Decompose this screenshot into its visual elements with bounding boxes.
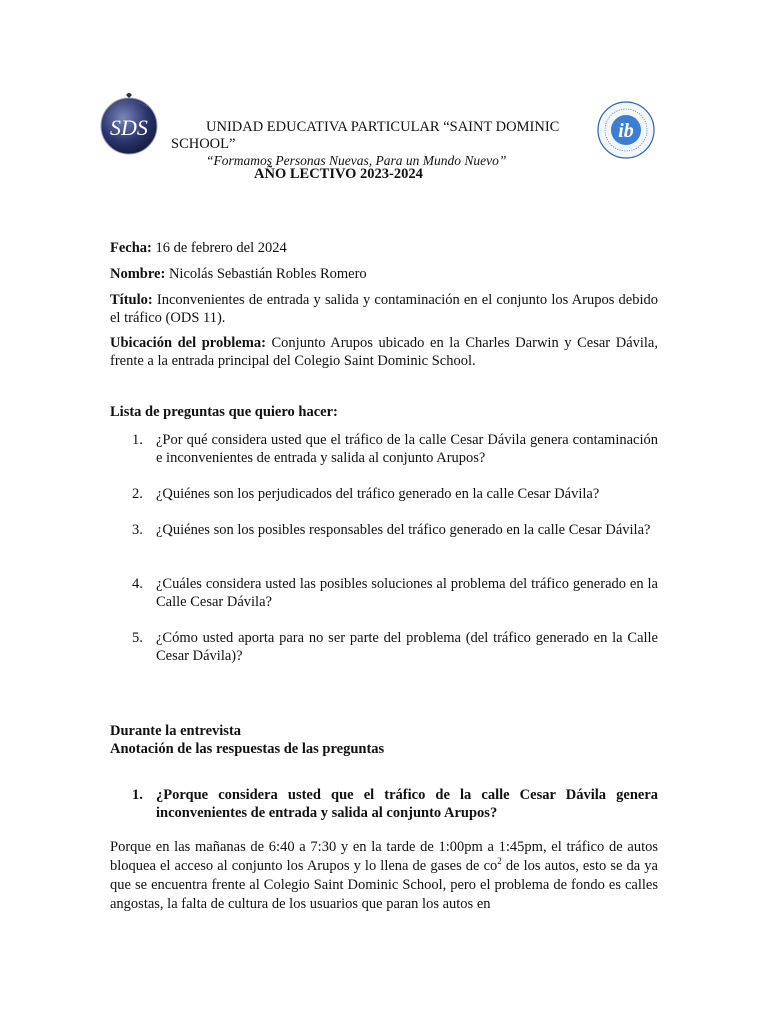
location-field (110, 334, 658, 370)
name-field (110, 265, 658, 283)
list-item-number: 4. (132, 576, 143, 592)
list-item-number: 5. (132, 630, 143, 646)
list-item-text: ¿Quiénes son los perjudicados del tráfico generado en la calle Cesar Dávila? (156, 486, 600, 502)
answers-heading: Anotación de las respuestas de las preguntas (110, 741, 385, 757)
school-motto: “Formamos Personas Nuevas, Para un Mundo Nuevo” (206, 153, 507, 168)
ib-logo-text: ib (618, 120, 634, 142)
answer-text-part1: Porque en las mañanas de 6:40 a 7:30 y en la tarde de 1:00pm a 1:45pm, el tráfico de autos bloquea el acceso al conjunto los Arupos y lo llena de gases de co (110, 839, 658, 874)
list-item (110, 485, 658, 503)
school-logo (98, 93, 160, 155)
ib-logo (594, 100, 658, 160)
list-item-text: ¿Cómo usted aporta para no ser parte del problema (del tráfico generado en la Calle Cesar Dávila)? (156, 630, 658, 664)
date-value: 16 de febrero del 2024 (151, 240, 287, 256)
answer-text-part2: de los autos, esto se da ya que se encuentra frente al Colegio Saint Dominic School, pero el problema de fondo es calles angostas, la falta de cultura de los usuarios que paran los autos en (110, 858, 658, 912)
answer-paragraph (110, 838, 658, 914)
school-year: AÑO LECTIVO 2023-2024 (254, 166, 423, 182)
location-label: Ubicación del problema: (110, 335, 266, 351)
title-field (110, 291, 658, 327)
location-value: Conjunto Arupos ubicado en la Charles Darwin y Cesar Dávila, frente a la entrada principal del Colegio Saint Dominic School. (110, 335, 658, 369)
interview-question-number: 1. (132, 787, 143, 803)
name-value: Nicolás Sebastián Robles Romero (165, 266, 367, 282)
list-item-number: 1. (132, 432, 143, 448)
list-item-text: ¿Cuáles considera usted las posibles soluciones al problema del tráfico generado en la Calle Cesar Dávila? (156, 576, 658, 610)
title-label: Título: (110, 292, 153, 308)
name-label: Nombre: (110, 266, 166, 282)
school-name-line1: UNIDAD EDUCATIVA PARTICULAR “SAINT DOMINIC (206, 119, 560, 135)
list-item-number: 2. (132, 486, 143, 502)
list-item (110, 431, 658, 467)
date-label: Fecha: (110, 240, 152, 256)
questions-heading: Lista de preguntas que quiero hacer: (110, 404, 338, 420)
list-item-text: ¿Por qué considera usted que el tráfico de la calle Cesar Dávila genera contaminación e inconvenientes de entrada y salida al conjunto Arupos? (156, 432, 658, 466)
list-item-number: 3. (132, 522, 143, 538)
list-item (110, 575, 658, 611)
title-value: Inconvenientes de entrada y salida y contaminación en el conjunto los Arupos debido el tráfico (ODS 11). (110, 292, 658, 326)
list-item (110, 521, 658, 539)
list-item-text: ¿Quiénes son los posibles responsables del tráfico generado en la calle Cesar Dávila? (156, 522, 651, 538)
interview-question-text: ¿Porque considera usted que el tráfico de la calle Cesar Dávila genera inconvenientes de entrada y salida al conjunto Arupos? (156, 787, 658, 821)
school-name-line2: SCHOOL” (171, 136, 236, 152)
interview-heading: Durante la entrevista (110, 723, 242, 739)
interview-question (110, 786, 658, 822)
answer-superscript: 2 (497, 856, 502, 867)
list-item (110, 629, 658, 665)
school-logo-text: SDS (110, 115, 148, 140)
date-field (110, 239, 658, 257)
